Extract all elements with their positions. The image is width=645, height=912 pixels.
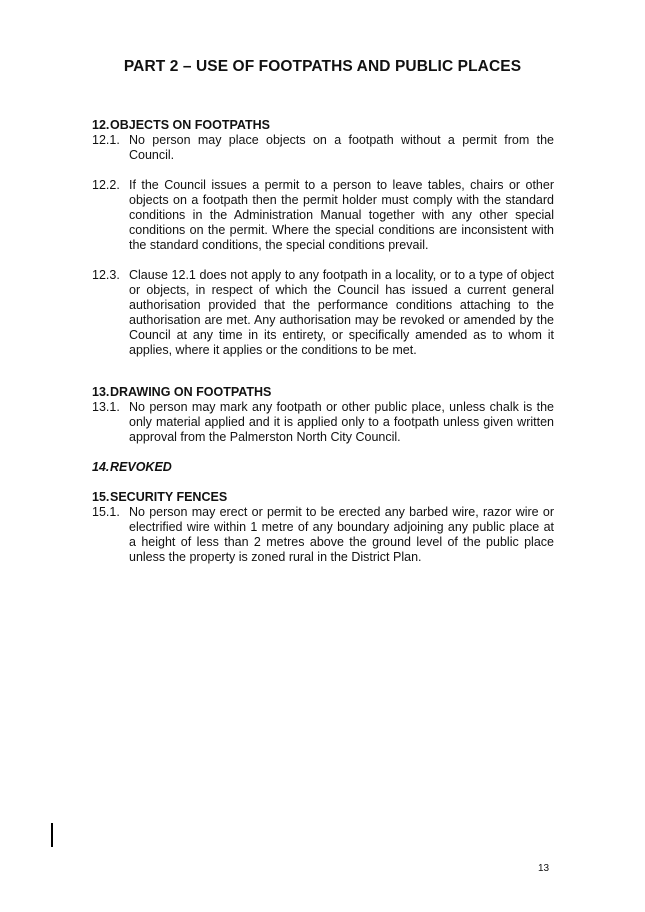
clause-number: 13.1. (92, 400, 120, 414)
section-heading (92, 385, 554, 400)
page-number: 13 (538, 863, 550, 874)
clause (92, 268, 554, 358)
section-heading (92, 490, 554, 505)
clause (92, 133, 554, 163)
section-number: 12. (92, 118, 110, 132)
clause-number: 12.1. (92, 133, 120, 147)
section-title: DRAWING ON FOOTPATHS (110, 385, 272, 399)
section-title: REVOKED (110, 460, 172, 474)
section-12 (92, 118, 554, 358)
section-heading (92, 460, 554, 475)
clause (92, 178, 554, 253)
part-title: PART 2 – USE OF FOOTPATHS AND PUBLIC PLACES (123, 58, 522, 75)
change-bar (51, 823, 53, 847)
clause-text: Clause 12.1 does not apply to any footpath in a locality, or to a type of object or objects, in respect of which the Council has issued a current general authorisation provided that the performance conditions attaching to the authorisation are met. Any authorisation may be revoked or amended by the Council at any time in its entirety, or specifically amended as to whom it applies, where it applies or the conditions to be met. (129, 268, 554, 357)
section-number: 13. (92, 385, 110, 399)
clause-text: If the Council issues a permit to a person to leave tables, chairs or other objects on a footpath then the permit holder must comply with the standard conditions in the Administration Manual together with any other special conditions on the permit. Where the special conditions are inconsistent with the standard conditions, the special conditions prevail. (129, 178, 554, 252)
section-heading (92, 118, 554, 133)
clause-text: No person may erect or permit to be erected any barbed wire, razor wire or electrified wire within 1 metre of any boundary adjoining any public place at a height of less than 2 metres above the ground level of the public place unless the property is zoned rural in the District Plan. (129, 505, 554, 564)
clause-text: No person may place objects on a footpath without a permit from the Council. (129, 133, 554, 162)
clause-number: 12.3. (92, 268, 120, 282)
section-number: 15. (92, 490, 110, 504)
clause-number: 12.2. (92, 178, 120, 192)
section-14 (92, 460, 554, 475)
section-13 (92, 385, 554, 445)
clause (92, 505, 554, 565)
clause-number: 15.1. (92, 505, 120, 519)
section-title: OBJECTS ON FOOTPATHS (110, 118, 270, 132)
clause (92, 400, 554, 445)
clause-text: No person may mark any footpath or other public place, unless chalk is the only material applied and it is applied only to a footpath unless given written approval from the Palmerston North City Council. (129, 400, 554, 444)
section-number: 14. (92, 460, 110, 474)
section-15 (92, 490, 554, 565)
section-title: SECURITY FENCES (110, 490, 228, 504)
